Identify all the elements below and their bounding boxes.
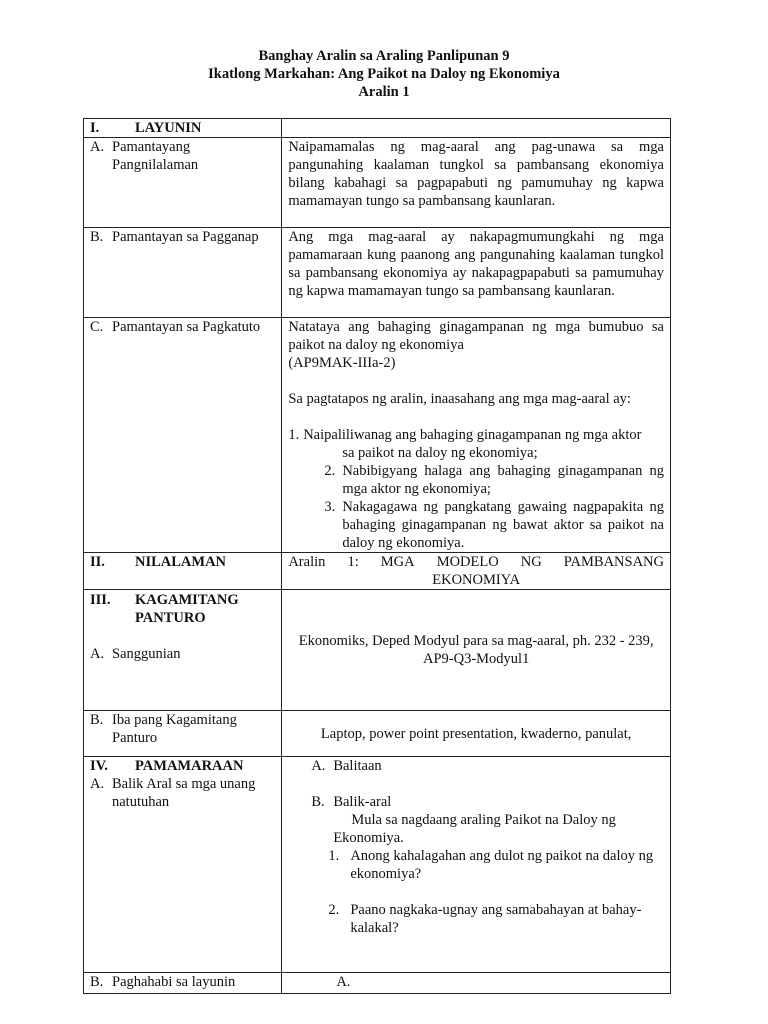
section-label: PANTURO <box>135 610 206 626</box>
content-cell: Naipamamalas ng mag-aaral ang pag-unawa sa mga pangunahing kaalaman tungkol sa pambansang ekonomiya bilang kabahagi sa pagpapabuti ng pamumuhay ng kapwa mamamayan tungo sa pambansang kaunlaran. <box>282 138 671 228</box>
empty-cell <box>282 119 671 138</box>
topic-word: NG <box>520 554 542 570</box>
section-label: LAYUNIN <box>135 120 202 136</box>
table-row <box>84 757 671 973</box>
objectives-intro: Sa pagtatapos ng aralin, inaasahang ang mga mag-aaral ay: <box>288 391 631 407</box>
section-label: PAMAMARAAN <box>135 758 244 774</box>
layunin-header-cell <box>84 119 282 138</box>
row-label-cell <box>84 711 282 757</box>
row-label-cell <box>84 318 282 553</box>
section-number: II. <box>90 554 105 570</box>
list-item <box>288 847 664 883</box>
review-intro: Mula sa nagdaang araling Paikot na Daloy ng <box>351 812 616 828</box>
list-text: Nabibigyang halaga ang bahaging ginagampanan ng mga aktor ng ekonomiya; <box>342 463 664 497</box>
item-label: Sanggunian <box>112 646 181 662</box>
list-number: 1. <box>288 427 300 443</box>
document-header <box>0 47 768 101</box>
list-text-continuation: sa paikot na daloy ng ekonomiya; <box>342 445 538 461</box>
content-cell <box>282 553 671 590</box>
content-cell <box>282 973 671 994</box>
content-cell <box>282 318 671 553</box>
list-number: 2. <box>328 902 340 918</box>
reference-text: Ekonomiks, Deped Modyul para sa mag-aaral, ph. 232 - 239, <box>298 633 654 649</box>
reference-text: AP9-Q3-Modyul1 <box>422 651 530 667</box>
item-letter: B. <box>90 974 104 990</box>
topic-word: MGA <box>380 554 415 570</box>
list-number: 2. <box>324 463 336 479</box>
table-row <box>84 711 671 757</box>
table-row <box>84 318 671 553</box>
item-label: Pamantayan sa Pagkatuto <box>112 319 261 335</box>
list-number: 3. <box>324 499 336 515</box>
item-letter: A. <box>311 758 326 774</box>
content-cell <box>282 590 671 711</box>
list-number: 1. <box>328 848 340 864</box>
topic-word: 1: <box>347 554 359 570</box>
row-label-cell <box>84 228 282 318</box>
table-row <box>84 590 671 711</box>
item-letter: C. <box>90 319 104 335</box>
item-label: Balik Aral sa mga unang natutuhan <box>112 776 256 810</box>
list-item <box>288 901 664 937</box>
item-letter: B. <box>90 712 104 728</box>
item-letter: A. <box>336 974 351 990</box>
row-label-cell <box>84 973 282 994</box>
item-label: Pamantayan sa Pagganap <box>112 229 259 245</box>
list-text: Nakagagawa ng pangkatang gawaing nagpapakita ng bahaging ginagampanan ng bawat aktor sa paikot na daloy ng ekonomiya. <box>342 499 664 551</box>
item-letter: B. <box>311 794 325 810</box>
section-label: KAGAMITANG <box>135 592 239 608</box>
table-row <box>84 119 671 138</box>
table-row <box>84 973 671 994</box>
topic-word: Aralin <box>288 554 326 570</box>
row-label-cell <box>84 138 282 228</box>
list-item <box>288 498 664 552</box>
table-row <box>84 553 671 590</box>
document-title: Banghay Aralin sa Araling Panlipunan 9 <box>258 48 510 64</box>
item-label: Paghahabi sa layunin <box>112 974 236 990</box>
kagamitan-header-cell <box>84 590 282 711</box>
table-row <box>84 228 671 318</box>
item-letter: A. <box>90 776 105 792</box>
content-cell: Ang mga mag-aaral ay nakapagmumungkahi ng mga pamamaraan kung paanong ang pangunahing kaalaman tungkol sa pambansang ekonomiya ay nakapagpapabuti sa pamumuhay ng kapwa mamamayan tungo sa pambansang kaunlaran. <box>282 228 671 318</box>
review-intro-continuation: Ekonomiya. <box>333 830 404 846</box>
item-letter: A. <box>90 139 105 155</box>
section-number: III. <box>90 592 111 608</box>
topic-word: EKONOMIYA <box>432 572 521 588</box>
quarter-title: Ikatlong Markahan: Ang Paikot na Daloy ng Ekonomiya <box>208 66 560 82</box>
list-text: Paano nagkaka-ugnay ang samabahayan at bahay-kalakal? <box>350 902 642 936</box>
lesson-plan-table <box>83 118 671 994</box>
item-text: Balitaan <box>333 758 382 774</box>
topic-word: PAMBANSANG <box>563 554 664 570</box>
item-label: Iba pang Kagamitang Panturo <box>112 712 237 746</box>
competency-text: Natataya ang bahaging ginagampanan ng mga bumubuo sa paikot na daloy ng ekonomiya <box>288 319 664 353</box>
item-letter: A. <box>90 646 105 662</box>
list-text: Anong kahalagahan ang dulot ng paikot na daloy ng ekonomiya? <box>350 848 654 882</box>
topic-word: MODELO <box>436 554 499 570</box>
item-text: Balik-aral <box>333 794 392 810</box>
table-row <box>84 138 671 228</box>
list-text: Naipaliliwanag ang bahaging ginagampanan ng mga aktor <box>303 427 642 443</box>
item-label: Pamantayang Pangnilalaman <box>112 139 199 173</box>
section-number: IV. <box>90 758 108 774</box>
content-cell: Laptop, power point presentation, kwaderno, panulat, <box>282 711 671 757</box>
pamamaraan-header-cell <box>84 757 282 973</box>
content-cell <box>282 757 671 973</box>
nilalaman-header-cell <box>84 553 282 590</box>
list-item <box>288 462 664 498</box>
topic-line <box>288 553 664 571</box>
item-letter: B. <box>90 229 104 245</box>
lesson-title: Aralin 1 <box>358 84 410 100</box>
competency-code: (AP9MAK-IIIa-2) <box>288 355 396 371</box>
section-label: NILALAMAN <box>135 554 227 570</box>
section-number: I. <box>90 120 100 136</box>
list-item <box>288 426 664 444</box>
